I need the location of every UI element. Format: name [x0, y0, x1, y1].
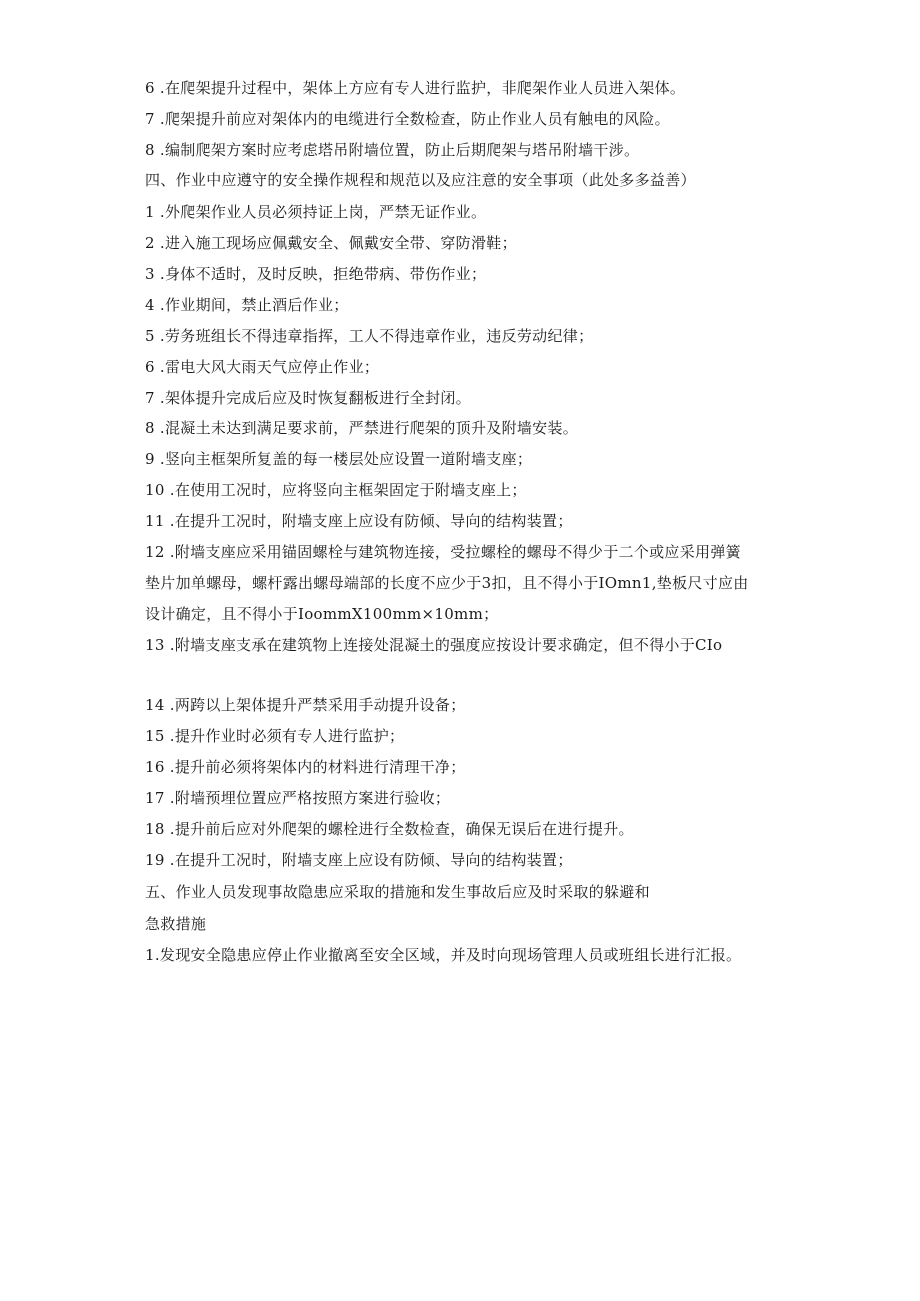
text-line-15: 11 .在提升工况时，附墙支座上应设有防倾、导向的结构装置；	[145, 512, 573, 530]
text-line-17: 垫片加单螺母，螺杆露出螺母端部的长度不应少于3扣，且不得小于IOmn1,垫板尺寸应由	[145, 574, 749, 592]
text-line-3: 8 .编制爬架方案时应考虑塔吊附墙位置，防止后期爬架与塔吊附墙干涉。	[145, 141, 640, 159]
text-line-12: 8 .混凝土未达到满足要求前，严禁进行爬架的顶升及附墙安装。	[145, 419, 579, 437]
text-line-6: 2 .进入施工现场应佩戴安全、佩戴安全带、穿防滑鞋；	[145, 234, 517, 252]
text-line-22: 16 .提升前必须将架体内的材料进行清理干净；	[145, 758, 466, 776]
text-line-18: 设计确定，且不得小于IoommX100mm×10mm；	[145, 605, 499, 623]
text-line-2: 7 .爬架提升前应对架体内的电缆进行全数检查，防止作业人员有触电的风险。	[145, 110, 670, 128]
section-heading-26: 五、作业人员发现事故隐患应采取的措施和发生事故后应及时采取的躲避和	[145, 883, 650, 901]
text-line-25: 19 .在提升工况时，附墙支座上应设有防倾、导向的结构装置；	[145, 851, 573, 869]
text-line-16: 12 .附墙支座应采用锚固螺栓与建筑物连接，受拉螺栓的螺母不得少于二个或应采用弹簧	[145, 543, 741, 561]
text-line-20: 14 .两跨以上架体提升严禁采用手动提升设备；	[145, 696, 466, 714]
text-line-13: 9 .竖向主框架所复盖的每一楼层处应设置一道附墙支座；	[145, 450, 533, 468]
section-heading-4: 四、作业中应遵守的安全操作规程和规范以及应注意的安全事项（此处多多益善）	[145, 171, 696, 189]
text-line-7: 3 .身体不适时，及时反映，拒绝带病、带伤作业；	[145, 265, 487, 283]
text-line-10: 6 .雷电大风大雨天气应停止作业；	[145, 358, 380, 376]
text-line-5: 1 .外爬架作业人员必须持证上岗，严禁无证作业。	[145, 203, 487, 221]
text-line-21: 15 .提升作业时必须有专人进行监护；	[145, 727, 405, 745]
text-line-19: 13 .附墙支座支承在建筑物上连接处混凝土的强度应按设计要求确定，但不得小于CIo	[145, 636, 723, 654]
text-line-9: 5 .劳务班组长不得违章指挥，工人不得违章作业，违反劳动纪律；	[145, 327, 594, 345]
text-line-1: 6 .在爬架提升过程中，架体上方应有专人进行监护，非爬架作业人员进入架体。	[145, 79, 686, 97]
text-line-11: 7 .架体提升完成后应及时恢复翻板进行全封闭。	[145, 389, 471, 407]
text-line-28: 1.发现安全隐患应停止作业撤离至安全区域，并及时向现场管理人员或班组长进行汇报。	[145, 946, 742, 964]
text-line-8: 4 .作业期间，禁止酒后作业；	[145, 296, 349, 314]
text-line-24: 18 .提升前后应对外爬架的螺栓进行全数检查，确保无误后在进行提升。	[145, 820, 634, 838]
text-line-23: 17 .附墙预埋位置应严格按照方案进行验收；	[145, 789, 451, 807]
section-heading-27: 急救措施	[145, 915, 207, 933]
text-line-14: 10 .在使用工况时，应将竖向主框架固定于附墙支座上；	[145, 481, 527, 499]
